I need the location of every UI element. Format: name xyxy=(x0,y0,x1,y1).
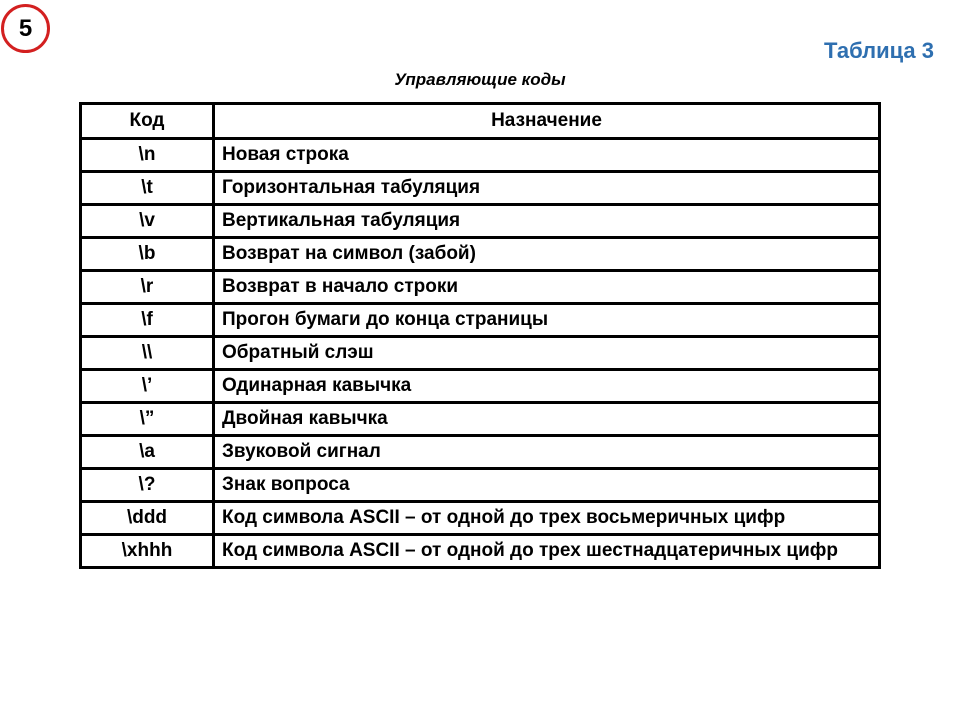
description-cell: Код символа ASCII – от одной до трех шестнадцатеричных цифр xyxy=(214,535,880,568)
code-cell: \” xyxy=(81,403,214,436)
description-cell: Звуковой сигнал xyxy=(214,436,880,469)
code-cell: \\ xyxy=(81,337,214,370)
slide-number-badge: 5 xyxy=(1,4,50,53)
table-caption: Управляющие коды xyxy=(394,70,566,89)
table-row xyxy=(81,304,880,337)
code-cell: \v xyxy=(81,205,214,238)
code-cell: \r xyxy=(81,271,214,304)
description-cell: Знак вопроса xyxy=(214,469,880,502)
column-header-purpose: Назначение xyxy=(214,104,880,139)
table-row xyxy=(81,205,880,238)
code-cell: \f xyxy=(81,304,214,337)
code-cell: \n xyxy=(81,139,214,172)
control-codes-table xyxy=(79,102,881,569)
table-row xyxy=(81,370,880,403)
description-cell: Прогон бумаги до конца страницы xyxy=(214,304,880,337)
description-cell: Горизонтальная табуляция xyxy=(214,172,880,205)
description-cell: Код символа ASCII – от одной до трех восьмеричных цифр xyxy=(214,502,880,535)
description-cell: Возврат на символ (забой) xyxy=(214,238,880,271)
table-row xyxy=(81,271,880,304)
description-cell: Возврат в начало строки xyxy=(214,271,880,304)
code-cell: \b xyxy=(81,238,214,271)
code-cell: \? xyxy=(81,469,214,502)
description-cell: Новая строка xyxy=(214,139,880,172)
description-cell: Двойная кавычка xyxy=(214,403,880,436)
code-cell: \ddd xyxy=(81,502,214,535)
code-cell: \xhhh xyxy=(81,535,214,568)
table-label: Таблица 3 xyxy=(823,38,934,63)
table-row xyxy=(81,403,880,436)
table-row xyxy=(81,502,880,535)
table-row xyxy=(81,469,880,502)
table-row xyxy=(81,172,880,205)
table-row xyxy=(81,436,880,469)
description-cell: Вертикальная табуляция xyxy=(214,205,880,238)
code-cell: \a xyxy=(81,436,214,469)
column-header-code: Код xyxy=(81,104,214,139)
table-row xyxy=(81,337,880,370)
table-row xyxy=(81,535,880,568)
description-cell: Обратный слэш xyxy=(214,337,880,370)
table-row xyxy=(81,238,880,271)
code-cell: \’ xyxy=(81,370,214,403)
code-cell: \t xyxy=(81,172,214,205)
table-row xyxy=(81,139,880,172)
table-header-row xyxy=(81,104,880,139)
description-cell: Одинарная кавычка xyxy=(214,370,880,403)
